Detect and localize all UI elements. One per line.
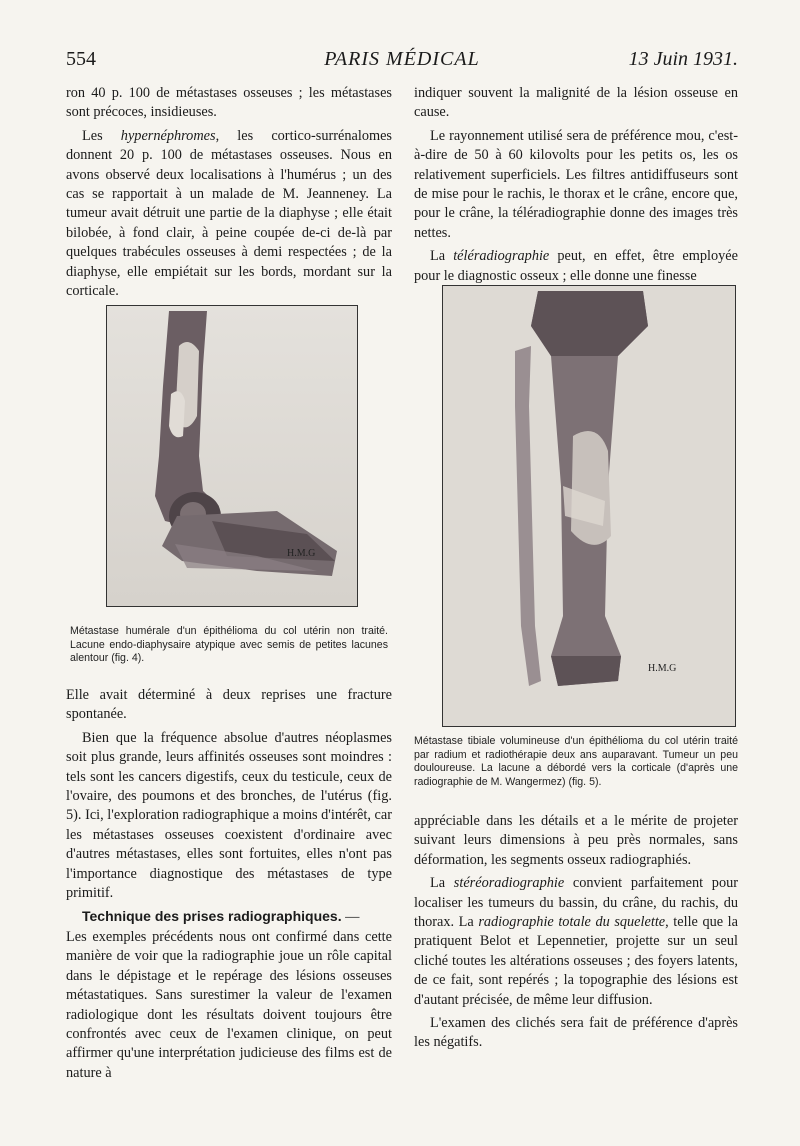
paragraph: Les hypernéphromes, les cortico-surrénalomes donnent 20 p. 100 de métastases osseuses. Nous en avons observé deux localisations à l'humérus ; un des cas se rapportait à un malade de M. Jeanneney. La tumeur avait détruit une partie de la diaphyse ; elle était bilobée, à fond clair, à peine coupée de-ci de-là par quelques trabécules osseuses à demi respectées ; de la diaphyse, elle empiétait sur les bords, mordant sur la corticale. [66, 127, 392, 300]
figure-4-signature: H.M.G [287, 548, 316, 559]
paragraph: indiquer souvent la malignité de la lésion osseuse en cause. [414, 85, 738, 121]
page-header [66, 48, 738, 76]
left-column-bottom [66, 686, 392, 1083]
paragraph: L'examen des clichés sera fait de préférence d'après les négatifs. [414, 1015, 738, 1051]
left-column-top [66, 84, 392, 301]
paragraph: appréciable dans les détails et a le mérite de projeter suivant leurs dimensions à peu près normales, sans déformation, les segments osseux radiographiés. [414, 813, 738, 868]
paragraph: Le rayonnement utilisé sera de préférence mou, c'est-à-dire de 50 à 60 kilovolts pour les petits os, les os relativement superficiels. Les filtres antidiffuseurs sont de mise pour le rachis, le thorax et le crâne, encore que, pour le crâne, la téléradiographie donne des images très nettes. [414, 127, 738, 241]
figure-5-radiograph [442, 285, 736, 727]
journal-title: PARIS MÉDICAL [324, 48, 480, 70]
paragraph: ron 40 p. 100 de métastases osseuses ; les métastases sont précoces, insidieuses. [66, 85, 392, 121]
paragraph: La stéréoradiographie convient parfaitement pour localiser les tumeurs du bassin, du crâne, du rachis, du thorax. La radiographie totale du squelette, telle que la pratiquent Belot et Lepennetier, projette sur un seul cliché toutes les altérations osseuses ; des foyers latents, de ce fait, sont repérés ; la topographie des lésions est d'autant précisée, de même leur diffusion. [414, 875, 738, 1008]
paragraph: Elle avait déterminé à deux reprises une fracture spontanée. [66, 687, 392, 723]
right-column-top [414, 84, 738, 286]
paragraph: La téléradiographie peut, en effet, être employée pour le diagnostic osseux ; elle donne une finesse [414, 248, 738, 284]
paragraph: Bien que la fréquence absolue d'autres néoplasmes soit plus grande, leurs affinités osseuses sont moindres : tels sont les cancers digestifs, ceux du testicule, ceux de l'ovaire, des poumons et des bronches, de l'utérus (fig. 5). Ici, l'exploration radiographique a moins d'intérêt, car les métastases osseuses coexistent d'ordinaire avec d'autres métastases, elles sont fortuites, elles n'ont pas l'importance diagnostique des métastases de type primitif. [66, 729, 392, 902]
issue-date: 13 Juin 1931. [628, 48, 738, 70]
figure-5-caption: Métastase tibiale volumineuse d'un épithélioma du col utérin traité par radium et radiothérapie deux ans auparavant. Tumeur un peu douloureuse. La lacune a débordé vers la corticale (d'après une radiographie de M. Wangermez) (fig. 5). [414, 735, 738, 788]
right-column-bottom [414, 812, 738, 1053]
figure-4-radiograph [106, 305, 358, 607]
figure-4-caption: Métastase humérale d'un épithélioma du col utérin non traité. Lacune endo-diaphysaire atypique avec semis de petites lacunes alentour (fig. 4). [70, 625, 388, 664]
section-heading: Technique des prises radiographiques. [82, 908, 342, 925]
section-heading-paragraph: Technique des prises radiographiques. — Les exemples précédents nous ont confirmé dans cette manière de voir que la radiographie joue un rôle capital dans le dépistage et le repérage des lésions osseuses métastatiques. Sans surestimer la valeur de l'examen radiologique dont les résultats doivent toujours être confrontés avec ceux de l'examen clinique, on peut affirmer qu'une interprétation judicieuse des films est de nature à [66, 908, 392, 1081]
figure-5-signature: H.M.G [648, 663, 677, 674]
page-number: 554 [66, 48, 96, 70]
